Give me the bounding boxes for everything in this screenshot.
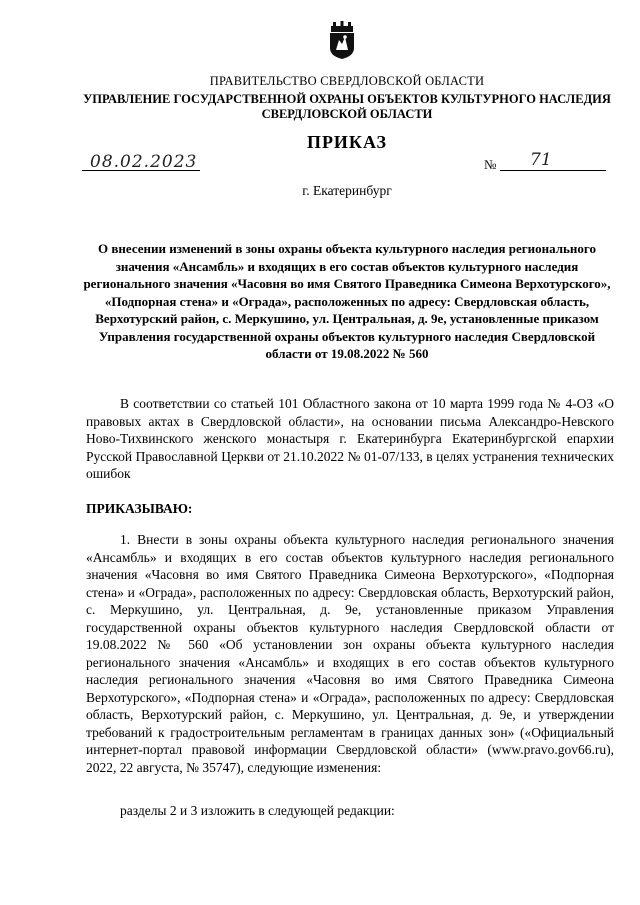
- order-subject: О внесении изменений в зоны охраны объекта культурного наследия регионального значения «Ансамбль» и входящих в его состав объектов культурного наследия регионального значения «Часовня во имя Святого Праведника Симеона Верхотурского», «Подпорная стена» и «Ограда», расположенных по адресу: Свердловская область, Верхотурский район, с. Меркушино, ул. Центральная, д. 9е, установленные приказом Управления государственной охраны объектов культурного наследия Свердловской области от 19.08.2022 № 560: [83, 241, 611, 361]
- preamble-paragraph: В соответствии со статьей 101 Областного закона от 10 марта 1999 года № 4-ОЗ «О правовых актах в Свердловской области», на основании письма Александро-Невского Ново-Тихвинского женского монастыря г. Екатеринбурга Екатеринбургской епархии Русской Православной Церкви от 21.10.2022 № 01-07/133, в целях устранения технических ошибок: [86, 396, 614, 481]
- order-number: 71: [530, 150, 552, 170]
- order-date: 08.02.2023: [90, 152, 198, 172]
- order-heading: ПРИКАЗЫВАЮ:: [86, 501, 193, 516]
- coat-of-arms-icon: [329, 20, 355, 60]
- number-label: №: [484, 157, 497, 172]
- document-title: ПРИКАЗ: [306, 132, 388, 152]
- item-1-paragraph: 1. Внести в зоны охраны объекта культурного наследия регионального значения «Ансамбль» и входящих в его состав объектов культурного наследия регионального значения «Часовня во имя Святого Праведника Симеона Верхотурского», «Подпорная стена» и «Ограда», расположенных по адресу: Свердловская область, Верхотурский район, с. Меркушино, ул. Центральная, д. 9е, установленные приказом Управления государственной охраны объектов культурного наследия Свердловской области от 19.08.2022 № 560 «Об установлении зон охраны объекта культурного наследия регионального значения «Ансамбль» и входящих в его состав объектов культурного наследия регионального значения «Часовня во имя Святого Праведника Симеона Верхотурского», «Подпорная стена» и «Ограда», расположенных по адресу: Свердловская область, Верхотурский район, с. Меркушино, ул. Центральная, д. 9е, и утверждении требований к градостроительным регламентам в границах данных зон» («Официальный интернет-портал правовой информации Свердловской области» (www.pravo.gov66.ru), 2022, 22 августа, № 35747), следующие изменения:: [86, 532, 614, 775]
- government-name: ПРАВИТЕЛЬСТВО СВЕРДЛОВСКОЙ ОБЛАСТИ: [209, 74, 485, 88]
- city: г. Екатеринбург: [302, 183, 392, 198]
- item-1-continuation: разделы 2 и 3 изложить в следующей редакции:: [120, 803, 395, 818]
- department-name: УПРАВЛЕНИЕ ГОСУДАРСТВЕННОЙ ОХРАНЫ ОБЪЕКТОВ КУЛЬТУРНОГО НАСЛЕДИЯ СВЕРДЛОВСКОЙ ОБЛАСТИ: [83, 92, 611, 121]
- number-underline: [500, 170, 606, 171]
